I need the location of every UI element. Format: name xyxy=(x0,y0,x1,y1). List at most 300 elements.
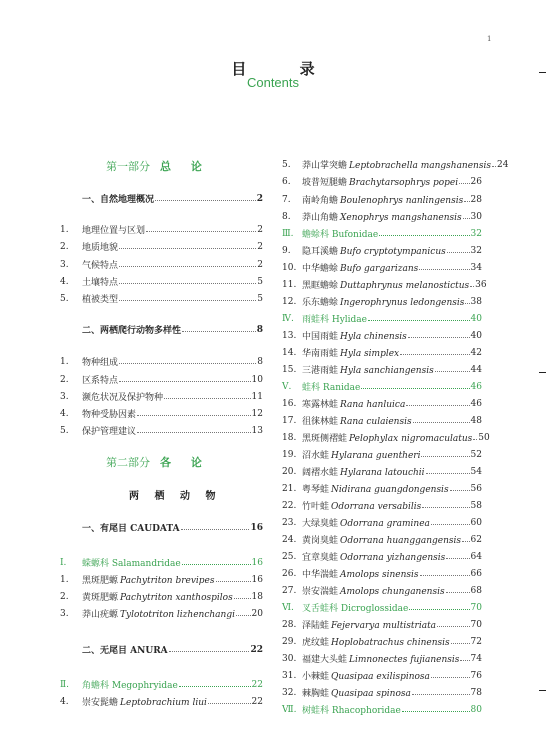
dot-leader xyxy=(182,558,251,565)
toc-entry-page: 5 xyxy=(257,293,263,304)
toc-entry[interactable] xyxy=(282,616,482,633)
toc-entry[interactable] xyxy=(282,531,482,548)
toc-entry-text xyxy=(82,223,145,236)
toc-entry-title: 莽山角蟾 xyxy=(302,213,339,223)
toc-entry-title: 中华蟾蜍 xyxy=(302,264,339,274)
dot-leader xyxy=(208,697,251,704)
toc-entry-title: 角蟾科 Megophryidae xyxy=(82,681,178,691)
toc-entry-page: 54 xyxy=(470,466,482,477)
toc-entry-title: 隐耳溪蟾 xyxy=(302,247,339,257)
toc-entry-title: 宜章臭蛙 xyxy=(302,553,339,563)
toc-entry-number: Ⅳ. xyxy=(282,313,294,324)
toc-entry-title: 南岭角蟾 xyxy=(302,196,339,206)
toc-entry-number: 7. xyxy=(282,194,291,205)
toc-entry[interactable] xyxy=(282,208,482,225)
toc-entry-page: 80 xyxy=(470,704,482,715)
toc-entry-number: 1. xyxy=(60,356,69,367)
toc-entry[interactable] xyxy=(282,480,482,497)
dot-leader xyxy=(181,523,250,530)
toc-entry[interactable] xyxy=(282,191,482,208)
toc-entry-number: 2. xyxy=(60,241,69,252)
dot-leader xyxy=(137,409,251,416)
dot-leader xyxy=(412,688,470,695)
toc-entry-number: 15. xyxy=(282,364,297,375)
toc-entry-number: 10. xyxy=(282,262,297,273)
dot-leader xyxy=(431,518,470,525)
toc-entry-text xyxy=(82,323,181,336)
toc-entry-title: 植被类型 xyxy=(82,295,119,305)
toc-entry-title: 阔褶水蛙 xyxy=(302,468,339,478)
toc-entry-number: Ⅱ. xyxy=(60,679,69,690)
dot-leader xyxy=(408,331,470,338)
dot-leader xyxy=(169,645,250,652)
toc-entry-title: 福建大头蛙 xyxy=(302,655,348,665)
toc-entry-number: 28. xyxy=(282,619,297,630)
toc-entry-page: 46 xyxy=(470,381,482,392)
toc-entry-text xyxy=(302,210,462,223)
dot-leader xyxy=(446,552,469,559)
toc-entry-scientific-name: Rana culaiensis xyxy=(340,417,412,427)
dot-leader xyxy=(413,416,470,423)
toc-entry[interactable] xyxy=(60,588,263,605)
toc-entry-text xyxy=(302,686,411,699)
toc-entry-number: 8. xyxy=(282,211,291,222)
toc-entry[interactable] xyxy=(60,221,263,238)
toc-entry-text xyxy=(82,258,118,271)
toc-entry[interactable] xyxy=(282,429,490,446)
toc-entry[interactable] xyxy=(282,514,482,531)
toc-entry[interactable] xyxy=(60,571,263,588)
toc-entry-scientific-name: Odorrana versabilis xyxy=(331,502,422,512)
toc-entry-number: 1. xyxy=(60,574,69,585)
toc-entry[interactable] xyxy=(282,684,482,701)
toc-entry-text xyxy=(302,397,405,410)
toc-entry-title: 黑眶蟾蜍 xyxy=(302,281,339,291)
toc-entry-title: 黄斑肥螈 xyxy=(82,593,119,603)
toc-entry-page: 2 xyxy=(257,259,263,270)
part-two-label: 第二部分 xyxy=(106,456,150,469)
toc-entry-title: 黄岗臭蛙 xyxy=(302,536,339,546)
toc-entry-number: 6. xyxy=(282,176,291,187)
toc-entry-number: Ⅲ. xyxy=(282,228,294,239)
toc-entry-number: 5. xyxy=(60,425,69,436)
dot-leader xyxy=(447,246,470,253)
part-one-title: 总 论 xyxy=(160,160,210,173)
toc-entry-page: 52 xyxy=(470,449,482,460)
dot-leader xyxy=(155,194,256,201)
toc-entry-page: 32 xyxy=(470,228,482,239)
toc-entry[interactable] xyxy=(282,633,482,650)
toc-entry-page: 26 xyxy=(470,176,482,187)
toc-entry-title: 黑斑肥螈 xyxy=(82,576,119,586)
toc-entry-title: 叉舌蛙科 Dicroglossidae xyxy=(302,604,409,614)
toc-entry-title: 莽山疣螈 xyxy=(82,610,119,620)
toc-entry-number: 32. xyxy=(282,687,297,698)
toc-entry-scientific-name: Brachytarsophrys popei xyxy=(349,178,459,188)
dot-leader xyxy=(406,399,469,406)
toc-entry-page: 22 xyxy=(250,644,263,655)
dot-leader xyxy=(216,575,251,582)
toc-entry-number: 3. xyxy=(60,608,69,619)
toc-entry-text xyxy=(302,703,401,716)
toc-entry[interactable] xyxy=(60,190,263,207)
dot-leader xyxy=(379,229,469,236)
toc-entry-number: 30. xyxy=(282,653,297,664)
toc-entry-number: 4. xyxy=(60,696,69,707)
toc-entry-number: 1. xyxy=(60,224,69,235)
toc-entry[interactable] xyxy=(282,361,482,378)
part-two-title: 各 论 xyxy=(160,456,210,469)
toc-entry-scientific-name: Amolops chunganensis xyxy=(340,587,445,597)
toc-entry-page: 40 xyxy=(470,330,482,341)
dot-leader xyxy=(409,603,469,610)
toc-entry[interactable] xyxy=(282,293,482,310)
toc-entry-text xyxy=(82,355,118,368)
toc-entry-title: 华南雨蛙 xyxy=(302,349,339,359)
dot-leader xyxy=(426,467,470,474)
toc-entry[interactable] xyxy=(60,256,263,273)
toc-entry-number: 31. xyxy=(282,670,297,681)
toc-entry-title: 物种组成 xyxy=(82,358,119,368)
dot-leader xyxy=(182,325,256,332)
toc-entry-number: 2. xyxy=(60,374,69,385)
toc-entry[interactable] xyxy=(282,412,482,429)
toc-entry[interactable] xyxy=(60,676,263,693)
toc-entry-number: 3. xyxy=(60,391,69,402)
toc-entry-title: 蝾螈科 Salamandridae xyxy=(82,559,181,569)
toc-entry-page: 56 xyxy=(470,483,482,494)
toc-entry-page: 30 xyxy=(470,211,482,222)
toc-entry-title: 气候特点 xyxy=(82,261,119,271)
toc-entry-scientific-name: Amolops sinensis xyxy=(340,570,419,580)
toc-entry-page: 58 xyxy=(470,500,482,511)
toc-entry-text xyxy=(302,465,425,478)
toc-entry[interactable] xyxy=(282,548,482,565)
toc-entry-page: 74 xyxy=(470,653,482,664)
toc-entry-text xyxy=(302,533,461,546)
toc-entry[interactable] xyxy=(60,641,263,658)
toc-entry-page: 16 xyxy=(251,557,263,568)
dot-leader xyxy=(435,365,470,372)
dot-leader xyxy=(402,705,470,712)
dot-leader xyxy=(422,501,469,508)
toc-entry-text xyxy=(82,424,136,437)
toc-entry[interactable] xyxy=(282,310,482,327)
toc-entry-title: 中华湍蛙 xyxy=(302,570,339,580)
toc-entry-text xyxy=(302,669,430,682)
toc-entry-page: 46 xyxy=(470,398,482,409)
toc-entry-title: 崇安髭蟾 xyxy=(82,698,119,708)
dot-leader xyxy=(465,297,469,304)
dot-leader xyxy=(421,450,469,457)
toc-entry-scientific-name: Quasipaa spinosa xyxy=(331,689,411,699)
toc-entry[interactable] xyxy=(282,565,482,582)
dot-leader xyxy=(119,277,256,284)
toc-entry-page: 76 xyxy=(470,670,482,681)
toc-entry-page: 2 xyxy=(257,224,263,235)
toc-entry[interactable] xyxy=(282,173,482,190)
toc-entry-text xyxy=(302,278,469,291)
toc-entry-page: 5 xyxy=(257,276,263,287)
toc-entry[interactable] xyxy=(60,290,263,307)
toc-entry-scientific-name: Nidirana guangdongensis xyxy=(331,485,449,495)
toc-entry[interactable] xyxy=(282,276,487,293)
toc-entry-text xyxy=(302,414,412,427)
toc-entry-text xyxy=(82,240,118,253)
toc-entry-title: 三港雨蛙 xyxy=(302,366,339,376)
toc-entry-number: 9. xyxy=(282,245,291,256)
toc-entry[interactable] xyxy=(60,519,263,536)
page-number: 1 xyxy=(487,35,492,43)
toc-entry-number: Ⅵ. xyxy=(282,602,294,613)
toc-entry-text xyxy=(302,635,450,648)
toc-entry-page: 48 xyxy=(470,415,482,426)
toc-entry[interactable] xyxy=(60,238,263,255)
toc-entry-title: 树蛙科 Rhacophoridae xyxy=(302,706,401,716)
toc-entry[interactable] xyxy=(282,259,482,276)
toc-entry-scientific-name: Limnonectes fujianensis xyxy=(349,655,460,665)
toc-entry[interactable] xyxy=(282,599,482,616)
toc-entry-page: 20 xyxy=(251,608,263,619)
dot-leader xyxy=(137,426,251,433)
toc-entry[interactable] xyxy=(282,344,482,361)
toc-entry[interactable] xyxy=(60,605,263,622)
toc-entry-title: 地理位置与区划 xyxy=(82,226,146,236)
toc-entry-scientific-name: Pachytriton xanthospilos xyxy=(120,593,233,603)
toc-entry[interactable] xyxy=(282,497,482,514)
toc-entry-text xyxy=(302,499,421,512)
toc-entry-text xyxy=(302,601,408,614)
dot-leader xyxy=(470,280,474,287)
toc-entry-page: 62 xyxy=(470,534,482,545)
toc-entry-title: 雨蛙科 Hylidae xyxy=(302,315,368,325)
toc-entry-number: Ⅰ. xyxy=(60,557,67,568)
toc-entry-text xyxy=(302,193,463,206)
toc-entry-text xyxy=(82,292,118,305)
toc-entry-number: 11. xyxy=(282,279,297,290)
toc-entry[interactable] xyxy=(60,554,263,571)
dot-leader xyxy=(119,357,256,364)
toc-entry[interactable] xyxy=(282,701,482,718)
dot-leader xyxy=(437,620,470,627)
toc-entry[interactable] xyxy=(60,422,263,439)
dot-leader xyxy=(119,375,251,382)
toc-entry-text xyxy=(82,695,207,708)
toc-entry-scientific-name: Odorrana huanggangensis xyxy=(340,536,462,546)
toc-entry-scientific-name: Boulenophrys nanlingensis xyxy=(340,196,464,206)
toc-entry-title: 崇安湍蛙 xyxy=(302,587,339,597)
dot-leader xyxy=(400,348,469,355)
toc-entry-number: 27. xyxy=(282,585,297,596)
toc-entry[interactable] xyxy=(60,353,263,370)
toc-entry-title: 地质地貌 xyxy=(82,243,119,253)
toc-entry[interactable] xyxy=(60,405,263,422)
toc-entry-text xyxy=(302,244,446,257)
toc-entry-number: 19. xyxy=(282,449,297,460)
toc-entry-title: 棘胸蛙 xyxy=(302,689,330,699)
toc-entry-title: 物种受胁因素 xyxy=(82,410,137,420)
toc-entry-scientific-name: Tylototriton lizhenchangi xyxy=(120,610,235,620)
toc-entry[interactable] xyxy=(282,378,482,395)
dot-leader xyxy=(462,535,470,542)
toc-entry-title: 二、无尾目 ANURA xyxy=(82,646,168,656)
toc-entry-text xyxy=(302,380,360,393)
toc-entry[interactable] xyxy=(282,650,482,667)
dot-leader xyxy=(119,294,256,301)
toc-entry[interactable] xyxy=(282,327,482,344)
amphibians-heading: 两 栖 动 物 xyxy=(129,491,222,502)
toc-entry-text xyxy=(302,431,472,444)
toc-entry-scientific-name: Quasipaa exilispinosa xyxy=(331,672,430,682)
crop-mark-middle xyxy=(539,372,546,373)
toc-entry-title: 中国雨蛙 xyxy=(302,332,339,342)
toc-entry-text xyxy=(302,329,407,342)
toc-entry-text xyxy=(302,482,449,495)
toc-entry[interactable] xyxy=(282,395,482,412)
toc-entry-page: 28 xyxy=(470,194,482,205)
toc-entry-page: 42 xyxy=(470,347,482,358)
toc-entry[interactable] xyxy=(282,463,482,480)
toc-entry-page: 60 xyxy=(470,517,482,528)
toc-entry-scientific-name: Hoplobatrachus chinensis xyxy=(331,638,450,648)
toc-entry-page: 78 xyxy=(470,687,482,698)
toc-entry-title: 蟾蜍科 Bufonidae xyxy=(302,230,379,240)
toc-entry[interactable] xyxy=(60,388,263,405)
toc-entry-page: 8 xyxy=(257,356,263,367)
toc-entry-text xyxy=(302,158,491,171)
toc-entry-title: 坡普短腿蟾 xyxy=(302,178,348,188)
toc-entry[interactable] xyxy=(282,582,482,599)
part-one-heading xyxy=(106,158,210,174)
toc-entry-page: 36 xyxy=(475,279,487,290)
toc-entry-title: 二、两栖爬行动物多样性 xyxy=(82,326,182,336)
toc-entry-number: 29. xyxy=(282,636,297,647)
toc-entry-text xyxy=(302,652,459,665)
toc-entry-title: 徂徕林蛙 xyxy=(302,417,339,427)
toc-entry-number: 16. xyxy=(282,398,297,409)
toc-entry-text xyxy=(302,567,419,580)
toc-entry-text xyxy=(82,373,118,386)
dot-leader xyxy=(234,592,251,599)
toc-entry-text xyxy=(302,618,436,631)
page-title-chinese: 目 录 xyxy=(231,60,339,78)
toc-entry-text xyxy=(82,192,154,205)
toc-entry[interactable] xyxy=(60,273,263,290)
toc-entry-text xyxy=(302,363,434,376)
toc-entry-page: 44 xyxy=(470,364,482,375)
toc-entry-text xyxy=(82,643,168,656)
part-one-label: 第一部分 xyxy=(106,160,150,173)
toc-entry-scientific-name: Leptobrachella mangshanensis xyxy=(349,161,491,171)
dot-leader xyxy=(236,609,251,616)
toc-entry-page: 12 xyxy=(251,408,263,419)
toc-entry-page: 72 xyxy=(470,636,482,647)
toc-entry[interactable] xyxy=(60,371,263,388)
toc-entry[interactable] xyxy=(282,667,482,684)
dot-leader xyxy=(492,160,496,167)
dot-leader xyxy=(450,484,470,491)
toc-entry-number: Ⅴ. xyxy=(282,381,292,392)
toc-entry-page: 18 xyxy=(251,591,263,602)
toc-entry-title: 乐东蟾蜍 xyxy=(302,298,339,308)
toc-entry-text xyxy=(82,407,136,420)
toc-entry-number: 21. xyxy=(282,483,297,494)
toc-entry[interactable] xyxy=(60,321,263,338)
toc-entry-text xyxy=(302,312,367,325)
dot-leader xyxy=(119,260,256,267)
toc-entry-page: 68 xyxy=(470,585,482,596)
dot-leader xyxy=(146,225,256,232)
dot-leader xyxy=(431,671,470,678)
toc-entry-page: 70 xyxy=(470,602,482,613)
toc-entry-scientific-name: Rana hanluica xyxy=(340,400,406,410)
toc-entry-scientific-name: Fejervarya multistriata xyxy=(331,621,437,631)
toc-entry-page: 2 xyxy=(256,193,263,204)
toc-entry-scientific-name: Bufo cryptotympanicus xyxy=(340,247,446,257)
toc-entry-scientific-name: Hylarana latouchii xyxy=(340,468,425,478)
toc-entry-title: 区系特点 xyxy=(82,376,119,386)
toc-entry-text xyxy=(82,678,178,691)
toc-entry-title: 竹叶蛙 xyxy=(302,502,330,512)
toc-entry-scientific-name: Odorrana yizhangensis xyxy=(340,553,446,563)
toc-entry[interactable] xyxy=(282,156,509,173)
toc-entry-title: 大绿臭蛙 xyxy=(302,519,339,529)
toc-entry[interactable] xyxy=(282,242,482,259)
toc-entry-text xyxy=(82,390,163,403)
toc-entry-number: 22. xyxy=(282,500,297,511)
toc-entry-page: 2 xyxy=(257,241,263,252)
dot-leader xyxy=(463,212,470,219)
toc-entry-text xyxy=(302,346,399,359)
toc-entry-title: 黑斑侧褶蛙 xyxy=(302,434,348,444)
dot-leader xyxy=(419,263,469,270)
dot-leader xyxy=(446,586,470,593)
crop-mark-bottom xyxy=(539,690,546,691)
dot-leader xyxy=(119,242,256,249)
toc-entry-text xyxy=(302,295,464,308)
toc-entry-page: 22 xyxy=(251,679,263,690)
toc-entry[interactable] xyxy=(282,446,482,463)
toc-entry-page: 64 xyxy=(470,551,482,562)
toc-entry-scientific-name: Hyla sanchiangensis xyxy=(340,366,434,376)
toc-entry-number: 4. xyxy=(60,408,69,419)
dot-leader xyxy=(459,177,469,184)
toc-entry-number: 17. xyxy=(282,415,297,426)
toc-entry-page: 32 xyxy=(470,245,482,256)
toc-entry-number: 26. xyxy=(282,568,297,579)
toc-entry-page: 66 xyxy=(470,568,482,579)
toc-entry-number: 23. xyxy=(282,517,297,528)
toc-entry-text xyxy=(82,607,235,620)
toc-entry[interactable] xyxy=(282,225,482,242)
toc-entry-number: 4. xyxy=(60,276,69,287)
toc-entry-number: 2. xyxy=(60,591,69,602)
dot-leader xyxy=(460,654,469,661)
toc-entry-page: 38 xyxy=(470,296,482,307)
page-title-english: Contents xyxy=(246,75,300,90)
toc-entry-scientific-name: Ingerophrynus ledongensis xyxy=(340,298,465,308)
toc-entry-number: 25. xyxy=(282,551,297,562)
dot-leader xyxy=(179,680,251,687)
toc-entry-scientific-name: Hylarana guentheri xyxy=(331,451,421,461)
toc-entry-number: Ⅶ. xyxy=(282,704,297,715)
toc-entry-text xyxy=(82,573,215,586)
toc-entry-page: 10 xyxy=(251,374,263,385)
toc-entry-text xyxy=(82,521,180,534)
dot-leader xyxy=(464,195,469,202)
toc-entry[interactable] xyxy=(60,693,263,710)
toc-entry-number: 13. xyxy=(282,330,297,341)
